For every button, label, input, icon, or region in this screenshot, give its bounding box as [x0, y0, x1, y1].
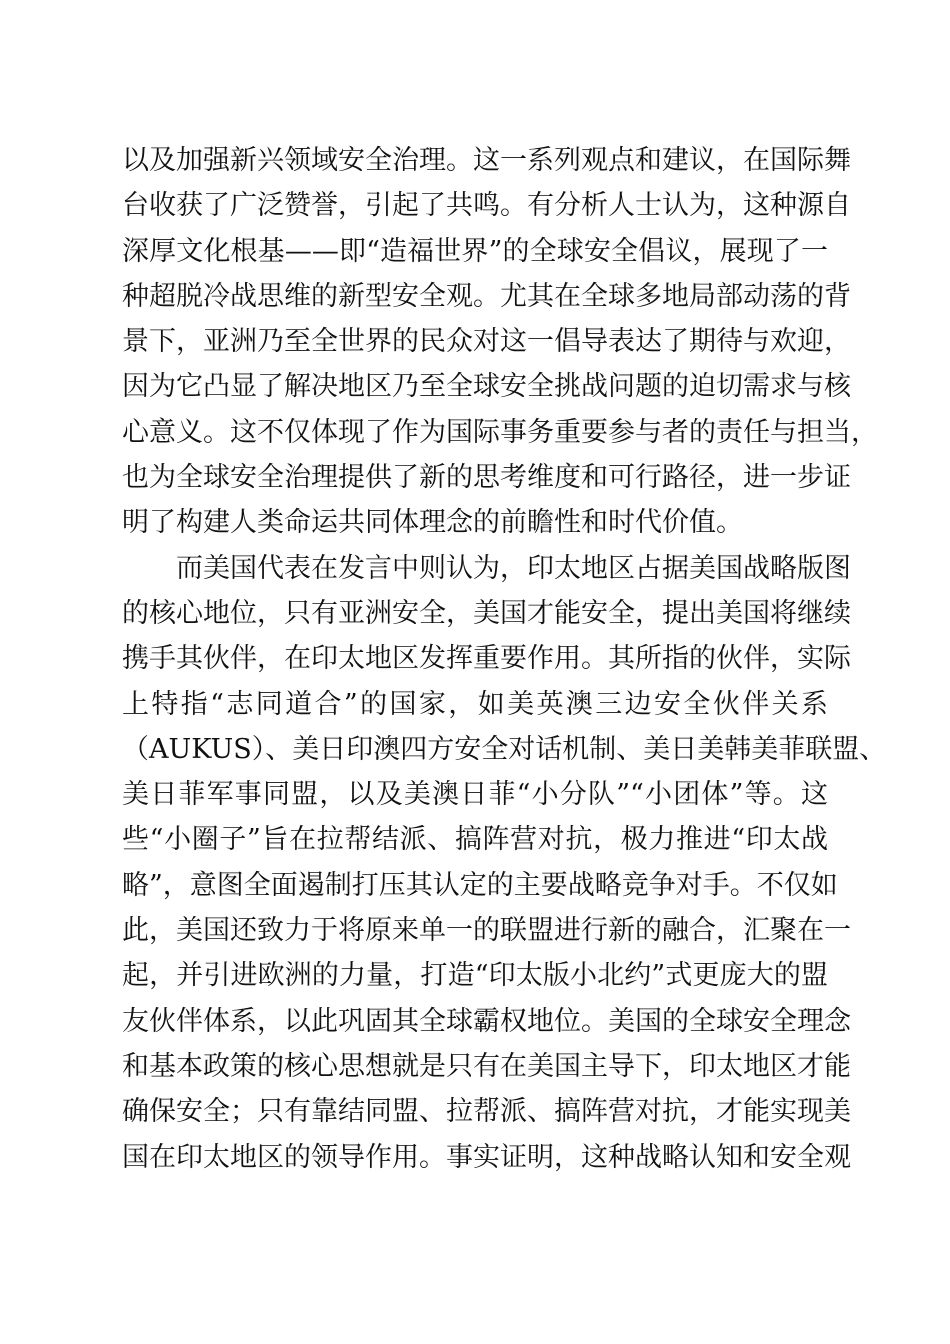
text-line: 携手其伙伴，在印太地区发挥重要作用。其所指的伙伴，实际 [122, 643, 851, 675]
text-line: 上特指“志同道合”的国家，如美英澳三边安全伙伴关系 [122, 688, 828, 720]
text-line: 国在印太地区的领导作用。事实证明，这种战略认知和安全观 [122, 1141, 851, 1173]
text-line: 和基本政策的核心思想就是只有在美国主导下，印太地区才能 [122, 1050, 851, 1082]
text-line: 因为它凸显了解决地区乃至全球安全挑战问题的迫切需求与核 [122, 371, 851, 403]
paragraph [122, 546, 887, 1180]
text-line: 起，并引进欧洲的力量，打造“印太版小北约”式更庞大的盟 [122, 960, 828, 992]
text-line: 此，美国还致力于将原来单一的联盟进行新的融合，汇聚在一 [122, 915, 851, 947]
text-line: 的核心地位，只有亚洲安全，美国才能安全，提出美国将继续 [122, 597, 851, 629]
text-line: 而美国代表在发言中则认为，印太地区占据美国战略版图 [176, 552, 851, 584]
text-line: 台收获了广泛赞誉，引起了共鸣。有分析人士认为，这种源自 [122, 190, 851, 222]
text-line: 略”，意图全面遏制打压其认定的主要战略竞争对手。不仅如 [122, 869, 838, 901]
text-line: 种超脱冷战思维的新型安全观。尤其在全球多地局部动荡的背 [122, 280, 851, 312]
paragraph [122, 138, 878, 546]
text-line: 深厚文化根基——即“造福世界”的全球安全倡议，展现了一 [122, 235, 828, 267]
text-line: 景下，亚洲乃至全世界的民众对这一倡导表达了期待与欢迎， [122, 326, 851, 358]
text-line: 也为全球安全治理提供了新的思考维度和可行路径，进一步证 [122, 462, 851, 494]
text-line: 明了构建人类命运共同体理念的前瞻性和时代价值。 [122, 507, 743, 539]
text-line: 确保安全；只有靠结同盟、拉帮派、搞阵营对抗，才能实现美 [122, 1096, 851, 1128]
text-line: 友伙伴体系，以此巩固其全球霸权地位。美国的全球安全理念 [122, 1005, 851, 1037]
text-line: 些“小圈子”旨在拉帮结派、搞阵营对抗，极力推进“印太战 [122, 824, 828, 856]
text-line: 美日菲军事同盟，以及美澳日菲“小分队”“小团体”等。这 [122, 779, 828, 811]
body-text [122, 138, 887, 1180]
text-line: （AUKUS）、美日印澳四方安全对话机制、美日美韩美菲联盟、 [122, 733, 887, 765]
text-line: 以及加强新兴领域安全治理。这一系列观点和建议，在国际舞 [122, 145, 851, 176]
text-line: 心意义。这不仅体现了作为国际事务重要参与者的责任与担当， [122, 416, 878, 448]
